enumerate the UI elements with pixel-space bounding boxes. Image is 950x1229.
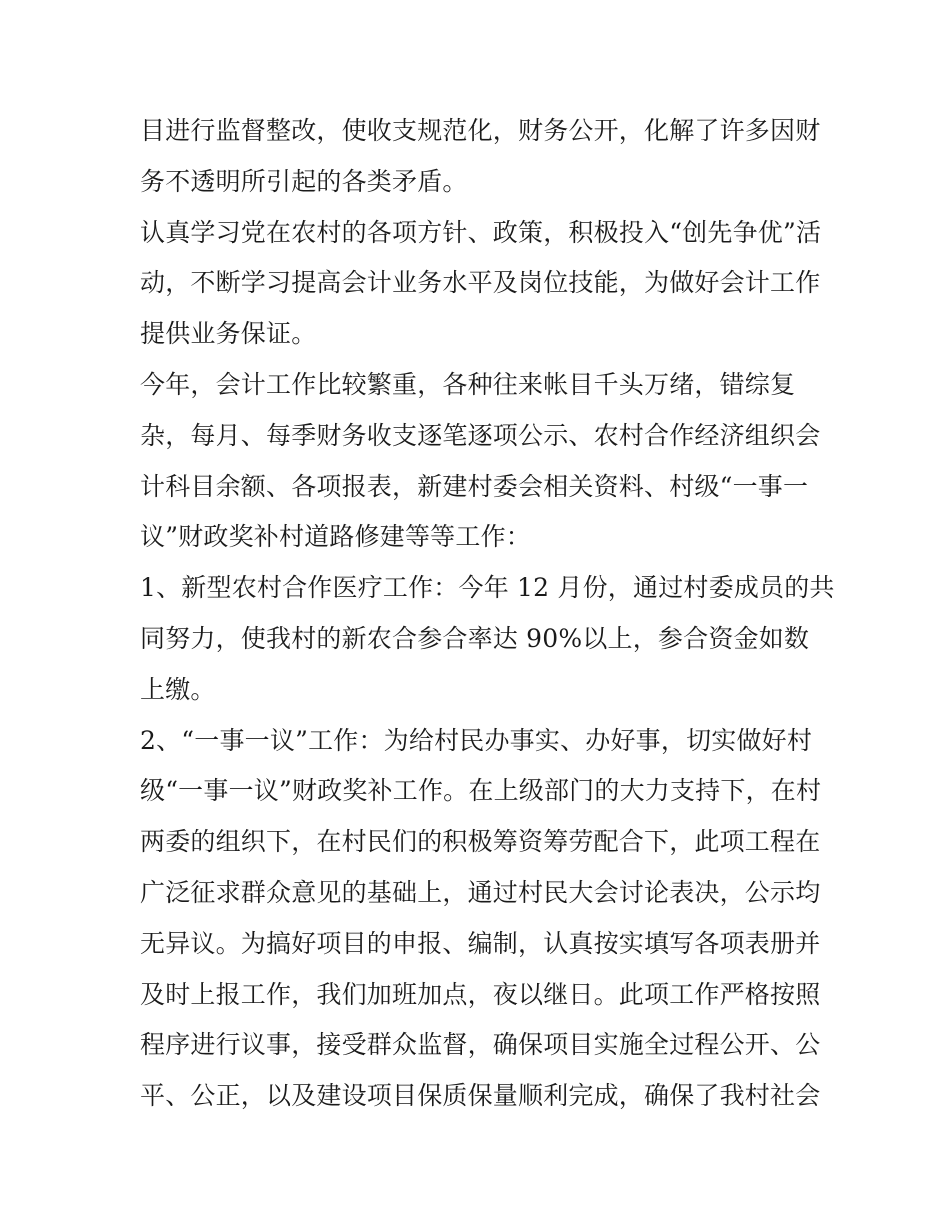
text-line: 今年，会计工作比较繁重，各种往来帐目千头万绪，错综复 — [140, 369, 796, 399]
text-line: 两委的组织下，在村民们的积极筹资筹劳配合下，此项工程在 — [140, 827, 821, 857]
text-line: 计科目余额、各项报表，新建村委会相关资料、村级“一事一 — [140, 471, 809, 501]
text-line: 广泛征求群众意见的基础上，通过村民大会讨论表决，公示均 — [140, 877, 821, 907]
text-line: 无异议。为搞好项目的申报、编制，认真按实填写各项表册并 — [140, 928, 821, 958]
text-line: 平、公正，以及建设项目保质保量顺利完成，确保了我村社会 — [140, 1081, 821, 1111]
text-line: 目进行监督整改，使收支规范化，财务公开，化解了许多因财 — [140, 116, 821, 145]
text-line: 2、“一事一议”工作：为给村民办事实、办好事，切实做好村 — [140, 725, 813, 755]
text-line: 同努力，使我村的新农合参合率达 90%以上，参合资金如数 — [140, 623, 810, 653]
text-line: 认真学习党在农村的各项方针、政策，积极投入“创先争优”活 — [140, 217, 822, 247]
text-line: 杂，每月、每季财务收支逐笔逐项公示、农村合作经济组织会 — [140, 420, 821, 450]
text-line: 1、新型农村合作医疗工作：今年 12 月份，通过村委成员的共 — [140, 573, 835, 603]
text-line: 程序进行议事，接受群众监督，确保项目实施全过程公开、公 — [140, 1030, 821, 1060]
text-line: 动，不断学习提高会计业务水平及岗位技能，为做好会计工作 — [140, 268, 821, 298]
text-line: 级“一事一议”财政奖补工作。在上级部门的大力支持下，在村 — [140, 776, 822, 806]
text-line: 及时上报工作，我们加班加点，夜以继日。此项工作严格按照 — [140, 979, 821, 1009]
text-line: 上缴。 — [140, 674, 216, 704]
text-line: 提供业务保证。 — [140, 319, 317, 349]
text-line: 务不透明所引起的各类矛盾。 — [140, 166, 468, 196]
text-line: 议”财政奖补村道路修建等等工作： — [140, 522, 531, 552]
body-text — [140, 106, 835, 1122]
